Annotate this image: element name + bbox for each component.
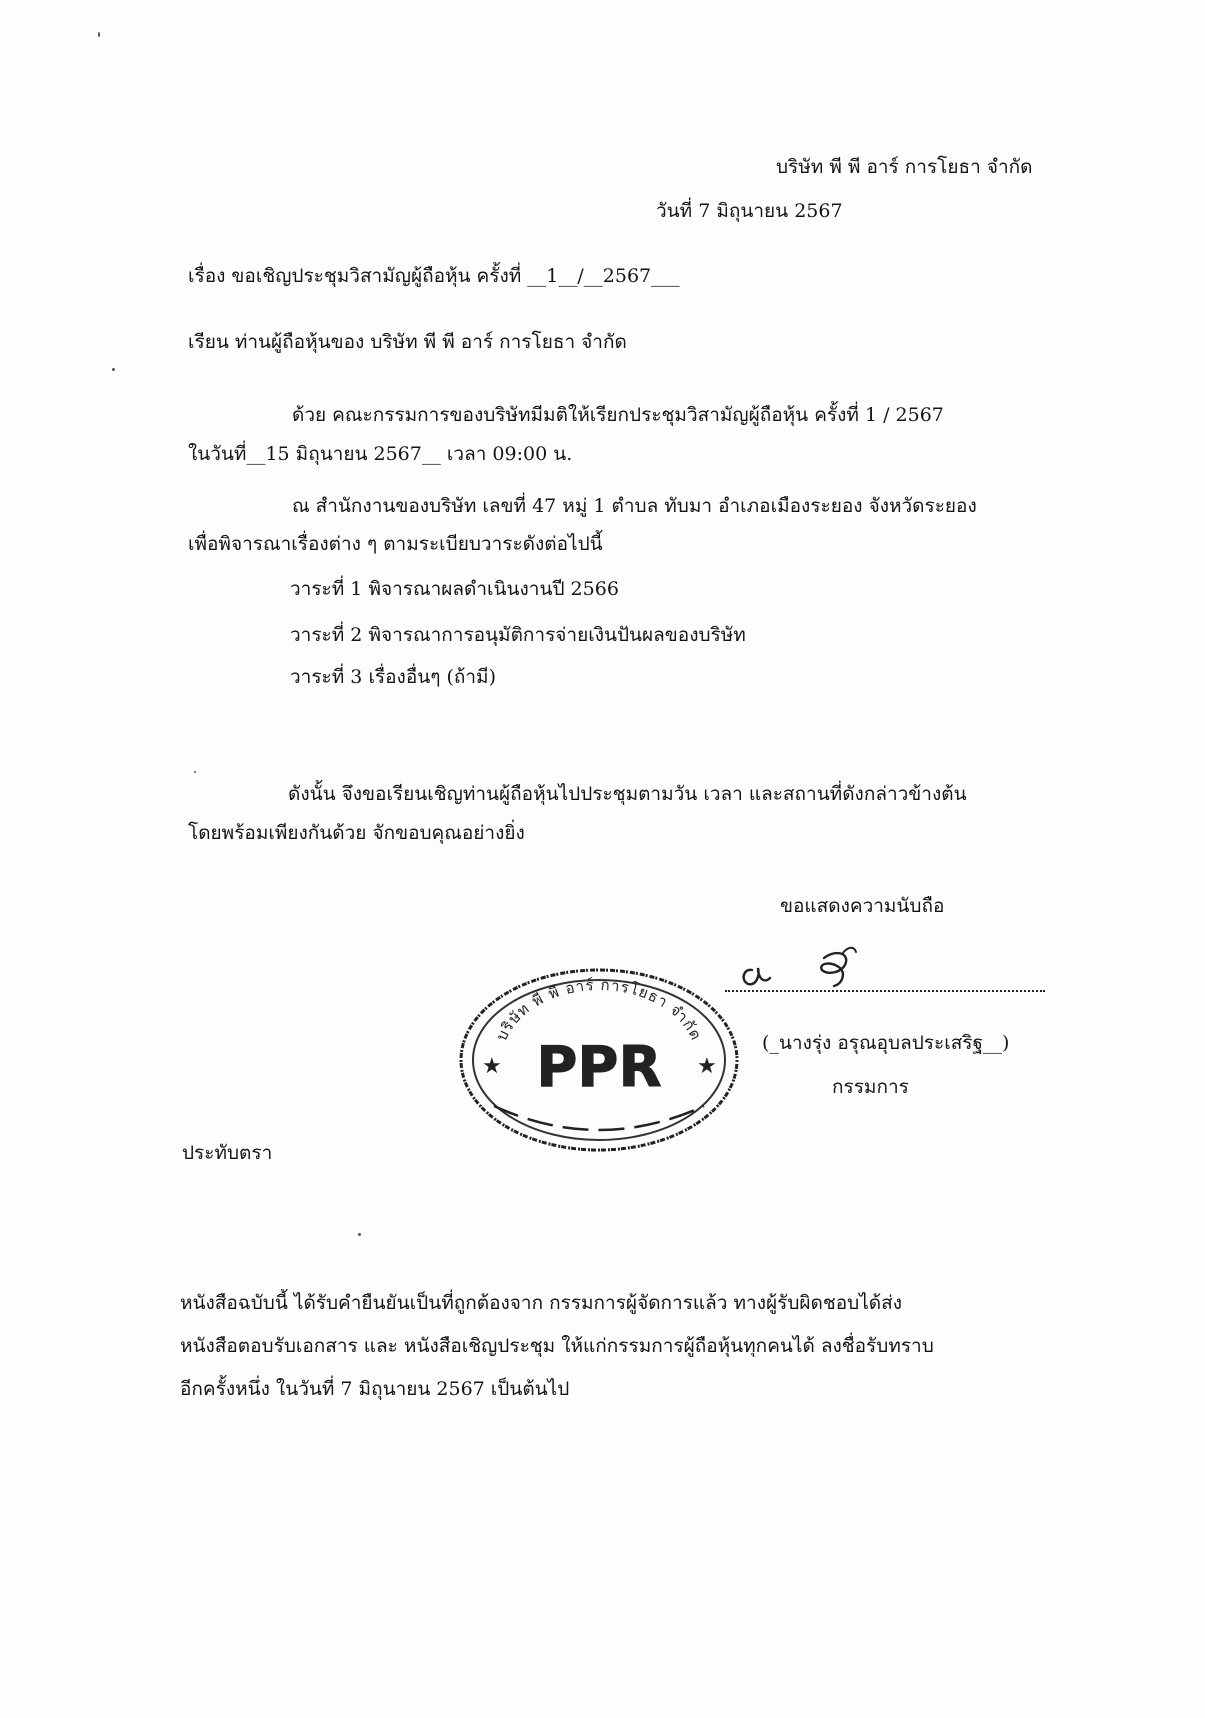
company-seal-stamp <box>454 968 744 1158</box>
closing-line-1: ดังนั้น จึงขอเรียนเชิญท่านผู้ถือหุ้นไปประชุมตามวัน เวลา และสถานที่ดังกล่าวข้างต้น <box>288 783 967 805</box>
signature-line <box>725 990 1045 992</box>
svg-text:PPR: PPR <box>536 1035 662 1100</box>
agenda-item-2: วาระที่ 2 พิจารณาการอนุมัติการจ่ายเงินปันผลของบริษัท <box>290 624 746 646</box>
date-line: วันที่ 7 มิถุนายน 2567 <box>656 200 843 222</box>
scan-speck <box>358 1233 361 1236</box>
svg-text:★: ★ <box>482 1054 502 1079</box>
body-paragraph-2-line-1: ณ สำนักงานของบริษัท เลขที่ 47 หมู่ 1 ตำบล ทับมา อำเภอเมืองระยอง จังหวัดระยอง <box>292 495 977 517</box>
svg-text:บริษัท พี พี อาร์ การโยธา จำกั: บริษัท พี พี อาร์ การโยธา จำกัด <box>492 975 706 1044</box>
agenda-item-1: วาระที่ 1 พิจารณาผลดำเนินงานปี 2566 <box>290 578 619 600</box>
body-paragraph-1-line-1: ด้วย คณะกรรมการของบริษัทมีมติให้เรียกประชุมวิสามัญผู้ถือหุ้น ครั้งที่ 1 / 2567 <box>292 404 944 426</box>
body-paragraph-1-line-2: ในวันที่__15 มิถุนายน 2567__ เวลา 09:00 น. <box>188 443 573 465</box>
agenda-item-3: วาระที่ 3 เรื่องอื่นๆ (ถ้ามี) <box>290 666 496 688</box>
scan-speck <box>194 771 196 773</box>
regards: ขอแสดงความนับถือ <box>780 895 945 917</box>
signatory-title: กรรมการ <box>832 1076 909 1098</box>
footer-line-2: หนังสือตอบรับเอกสาร และ หนังสือเชิญประชุม ให้แก่กรรมการผู้ถือหุ้นทุกคนได้ ลงชื่อรับทราบ <box>180 1335 934 1357</box>
subject-line: เรื่อง ขอเชิญประชุมวิสามัญผู้ถือหุ้น ครั้งที่ __1__/__2567___ <box>188 265 680 287</box>
body-paragraph-2-line-2: เพื่อพิจารณาเรื่องต่าง ๆ ตามระเบียบวาระดังต่อไปนี้ <box>188 533 603 555</box>
company-name: บริษัท พี พี อาร์ การโยธา จำกัด <box>776 156 1033 178</box>
closing-line-2: โดยพร้อมเพียงกันด้วย จักขอบคุณอย่างยิ่ง <box>188 822 525 844</box>
footer-line-1: หนังสือฉบับนี้ ได้รับคำยืนยันเป็นที่ถูกต้องจาก กรรมการผู้จัดการแล้ว ทางผู้รับผิดชอบได้ส่ง <box>180 1292 902 1314</box>
signatory-name: (_นางรุ่ง อรุณอุบลประเสริฐ__) <box>762 1032 1010 1054</box>
addressee-line: เรียน ท่านผู้ถือหุ้นของ บริษัท พี พี อาร์ การโยธา จำกัด <box>188 331 627 353</box>
footer-line-3: อีกครั้งหนึ่ง ในวันที่ 7 มิถุนายน 2567 เป็นต้นไป <box>180 1378 570 1400</box>
stamp-label: ประทับตรา <box>182 1142 273 1164</box>
scan-speck <box>98 32 100 37</box>
svg-text:★: ★ <box>697 1054 717 1079</box>
scan-speck <box>112 368 115 371</box>
